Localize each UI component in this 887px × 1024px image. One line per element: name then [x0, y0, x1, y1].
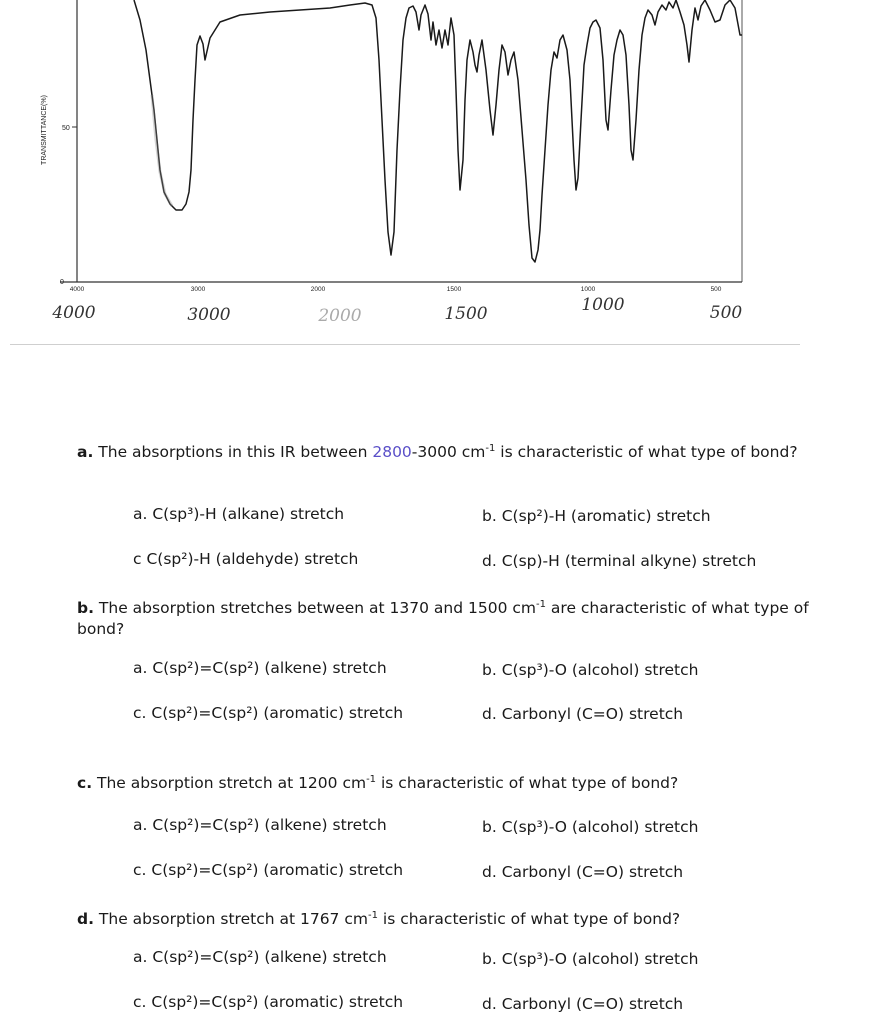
hand-label-4000: 4000	[52, 303, 96, 323]
question-d-letter: d.	[77, 910, 94, 929]
question-b-option-b[interactable]: b. C(sp³)-O (alcohol) stretch	[482, 661, 699, 679]
y-tick-label-50: 50	[62, 125, 70, 132]
question-c-unit-sup: -1	[366, 774, 377, 785]
question-c	[77, 769, 847, 794]
question-d-text-2: is characteristic of what type of bond?	[377, 910, 681, 929]
question-d-unit-sup: -1	[367, 910, 378, 921]
question-d-option-d[interactable]: d. Carbonyl (C=O) stretch	[482, 995, 684, 1013]
question-c-option-c[interactable]: c. C(sp²)=C(sp²) (aromatic) stretch	[133, 861, 404, 879]
question-d-option-a[interactable]: a. C(sp²)=C(sp²) (alkene) stretch	[133, 948, 387, 966]
x-tick-1500: 1500	[446, 286, 462, 293]
hand-label-500: 500	[709, 303, 743, 323]
x-tick-2000: 2000	[310, 286, 326, 293]
question-a-option-a[interactable]: a. C(sp³)-H (alkane) stretch	[133, 505, 345, 523]
question-b-text-1: The absorption stretches between at 1370 and 1500 cm	[98, 599, 536, 618]
question-c-option-a[interactable]: a. C(sp²)=C(sp²) (alkene) stretch	[133, 816, 387, 834]
question-a-text-1: The absorptions in this IR between	[98, 443, 373, 462]
question-a-text-2: -3000 cm	[411, 443, 486, 462]
question-a-option-b[interactable]: b. C(sp²)-H (aromatic) stretch	[482, 507, 711, 525]
x-tick-1000: 1000	[580, 286, 596, 293]
question-c-option-b[interactable]: b. C(sp³)-O (alcohol) stretch	[482, 818, 699, 836]
question-a-option-c[interactable]: c C(sp²)-H (aldehyde) stretch	[133, 550, 359, 568]
question-a-unit-sup: -1	[485, 443, 496, 454]
question-a-text-3: is characteristic of what type of bond?	[495, 443, 798, 462]
question-b-option-a[interactable]: a. C(sp²)=C(sp²) (alkene) stretch	[133, 659, 387, 677]
x-tick-500: 500	[710, 286, 722, 293]
question-c-text-2: is characteristic of what type of bond?	[376, 774, 679, 793]
hand-label-1000: 1000	[581, 295, 625, 315]
question-d-option-c[interactable]: c. C(sp²)=C(sp²) (aromatic) stretch	[133, 993, 404, 1011]
spectrum-trace	[134, 0, 742, 262]
question-b-unit-sup: -1	[536, 599, 546, 610]
question-b-option-c[interactable]: c. C(sp²)=C(sp²) (aromatic) stretch	[133, 704, 404, 722]
hand-label-2000: 2000	[318, 306, 362, 326]
question-b	[77, 594, 847, 640]
question-a-option-d[interactable]: d. C(sp)-H (terminal alkyne) stretch	[482, 552, 757, 570]
broad-band-shadow	[152, 95, 172, 206]
divider	[10, 344, 800, 345]
question-b-option-d[interactable]: d. Carbonyl (C=O) stretch	[482, 705, 684, 723]
question-b-letter: b.	[77, 599, 94, 618]
question-d-option-b[interactable]: b. C(sp³)-O (alcohol) stretch	[482, 950, 699, 968]
question-c-text-1: The absorption stretch at 1200 cm	[97, 774, 367, 793]
ir-spectrum	[0, 0, 887, 345]
question-a-letter: a.	[77, 443, 94, 462]
y-tick-label-0: 0	[60, 279, 64, 286]
handwritten-correction: 2800	[372, 443, 412, 462]
question-d-text-1: The absorption stretch at 1767 cm	[98, 910, 368, 929]
x-tick-4000: 4000	[69, 286, 85, 293]
question-a	[77, 438, 847, 463]
hand-label-3000: 3000	[187, 305, 231, 325]
question-c-letter: c.	[77, 774, 93, 793]
question-c-option-d[interactable]: d. Carbonyl (C=O) stretch	[482, 863, 684, 881]
x-tick-3000: 3000	[190, 286, 206, 293]
question-d	[77, 905, 847, 930]
question-b-text-2: are characteristic of what type of bond?	[77, 599, 809, 639]
y-axis-label: TRANSMITTANCE(%)	[41, 95, 48, 165]
hand-label-1500: 1500	[444, 304, 488, 324]
